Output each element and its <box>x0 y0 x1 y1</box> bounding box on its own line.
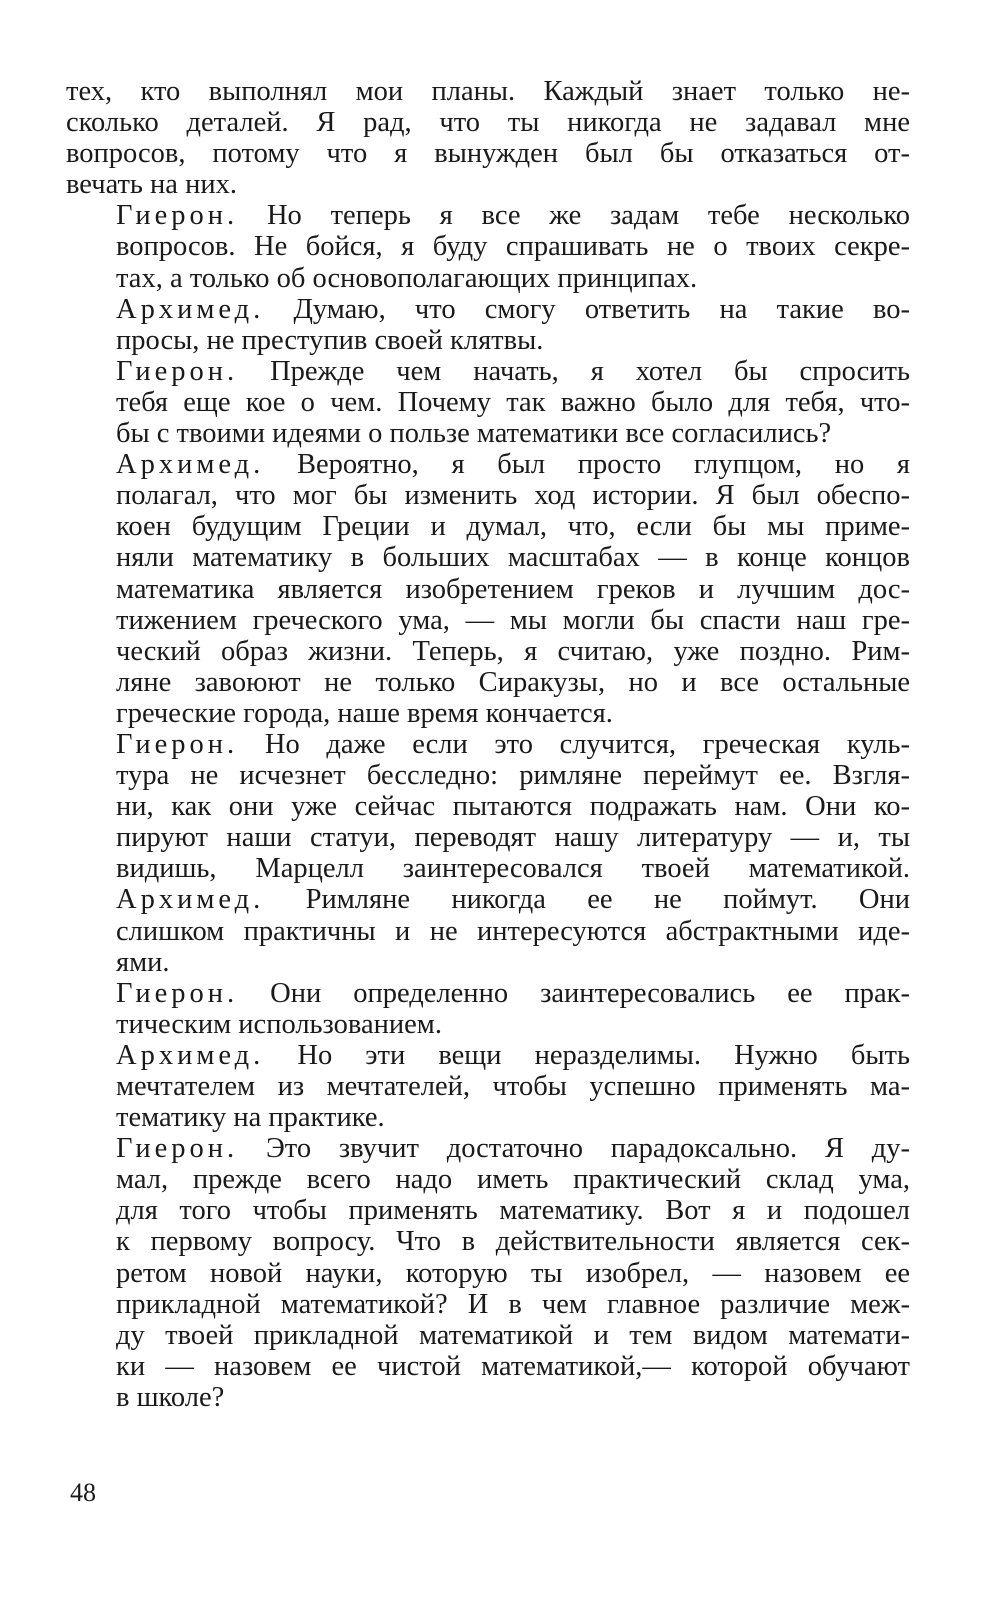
speaker-name: Гиерон. <box>116 977 239 1009</box>
text-line: вопросов, потому что я вынужден был бы отказаться от- <box>66 138 910 170</box>
text-fragment: Это звучит достаточно парадоксально. Я ду- <box>238 1133 910 1165</box>
text-line: сколько деталей. Я рад, что ты никогда не задавал мне <box>66 107 910 139</box>
speaker-name: Гиерон. <box>116 200 239 232</box>
dialogue-paragraph <box>66 1040 910 1133</box>
text-fragment: Вероятно, я был просто глупцом, но я <box>264 449 910 481</box>
dialogue-paragraph <box>66 978 910 1040</box>
paragraph-continuation <box>66 76 910 200</box>
text-line: тижением греческого ума, — мы могли бы спасти наш гре- <box>116 604 910 636</box>
text-line: слишком практичны и не интересуются абстрактными иде- <box>116 915 910 947</box>
text-fragment: Прежде чем начать, я хотел бы спросить <box>238 355 910 387</box>
text-line <box>66 449 910 480</box>
speaker-name: Архимед. <box>116 293 265 325</box>
text-line: полагал, что мог бы изменить ход истории. Я был обеспо- <box>116 480 910 512</box>
text-line: математика является изобретением греков и лучшим дос- <box>116 573 910 605</box>
text-line: тебя еще кое о чем. Почему так важно было для тебя, что- <box>116 386 910 418</box>
text-line: прикладной математикой? И в чем главное различие меж- <box>116 1288 910 1320</box>
dialogue-paragraph <box>66 356 910 449</box>
text-line: просы, не преступив своей клятвы. <box>116 324 544 356</box>
text-line <box>66 1040 910 1071</box>
text-line: к первому вопросу. Что в действительности является сек- <box>116 1226 910 1258</box>
speaker-name: Гиерон. <box>116 728 239 760</box>
speaker-name: Гиерон. <box>116 355 239 387</box>
text-fragment: Но теперь я все же задам тебе несколько <box>238 200 910 232</box>
text-line: тах, а только об основополагающих принципах. <box>116 262 698 294</box>
text-line: вечать на них. <box>66 169 237 201</box>
text-line: в школе? <box>116 1381 225 1413</box>
text-line: тех, кто выполнял мои планы. Каждый знает только не- <box>66 76 910 107</box>
text-line <box>66 1133 910 1164</box>
text-line <box>66 200 910 231</box>
text-line: ду твоей прикладной математикой и тем видом математи- <box>116 1319 910 1351</box>
page-number: 48 <box>70 1478 96 1507</box>
text-line: тическим использованием. <box>116 1008 442 1040</box>
text-line: пируют наши статуи, переводят нашу литературу — и, ты <box>116 822 910 854</box>
text-line <box>66 978 910 1009</box>
text-line: вопросов. Не бойся, я буду спрашивать не о твоих секре- <box>116 231 910 263</box>
text-line: ями. <box>116 946 170 978</box>
text-fragment: Римляне никогда ее не поймут. Они <box>264 884 910 916</box>
speaker-name: Архимед. <box>116 1039 265 1071</box>
text-line <box>66 729 910 760</box>
speaker-name: Архимед. <box>116 884 265 916</box>
text-line: ки — назовем ее чистой математикой,— которой обучают <box>116 1350 910 1382</box>
text-fragment: Но эти вещи неразделимы. Нужно быть <box>264 1039 910 1071</box>
speaker-name: Архимед. <box>116 449 265 481</box>
text-line: ляне завоюют не только Сиракузы, но и все остальные <box>116 666 910 698</box>
text-fragment: Но даже если это случится, греческая куль- <box>238 728 910 760</box>
text-line: бы с твоими идеями о пользе математики все согласились? <box>116 418 832 450</box>
text-line: греческие города, наше время кончается. <box>116 697 613 729</box>
text-line <box>66 884 910 915</box>
page-text <box>66 76 910 1413</box>
text-line: коен будущим Греции и думал, что, если бы мы приме- <box>116 511 910 543</box>
text-line: мечтателем из мечтателей, чтобы успешно применять ма- <box>116 1071 910 1102</box>
dialogue-paragraph <box>66 729 910 884</box>
text-line: няли математику в больших масштабах — в конце концов <box>116 542 910 574</box>
text-line: видишь, Марцелл заинтересовался твоей математикой. <box>116 853 910 885</box>
dialogue-paragraph <box>66 884 910 977</box>
text-line: ческий образ жизни. Теперь, я считаю, уже поздно. Рим- <box>116 635 910 667</box>
dialogue-paragraph <box>66 294 910 356</box>
text-line: тура не исчезнет бесследно: римляне переймут ее. Взгля- <box>116 760 910 792</box>
text-fragment: Думаю, что смогу ответить на такие во- <box>264 293 910 325</box>
dialogue-paragraph <box>66 200 910 293</box>
text-line: ретом новой науки, которую ты изобрел, — назовем ее <box>116 1257 910 1289</box>
speaker-name: Гиерон. <box>116 1133 239 1165</box>
text-line: для того чтобы применять математику. Вот я и подошел <box>116 1195 910 1227</box>
text-line <box>66 294 910 325</box>
dialogue-paragraph <box>66 1133 910 1413</box>
text-fragment: Они определенно заинтересовались ее прак- <box>238 977 910 1009</box>
text-line: тематику на практике. <box>116 1102 385 1134</box>
text-line: ни, как они уже сейчас пытаются подражать нам. Они ко- <box>116 791 910 823</box>
text-line <box>66 356 910 387</box>
text-line: мал, прежде всего надо иметь практический склад ума, <box>116 1164 910 1196</box>
dialogue-paragraph <box>66 449 910 729</box>
